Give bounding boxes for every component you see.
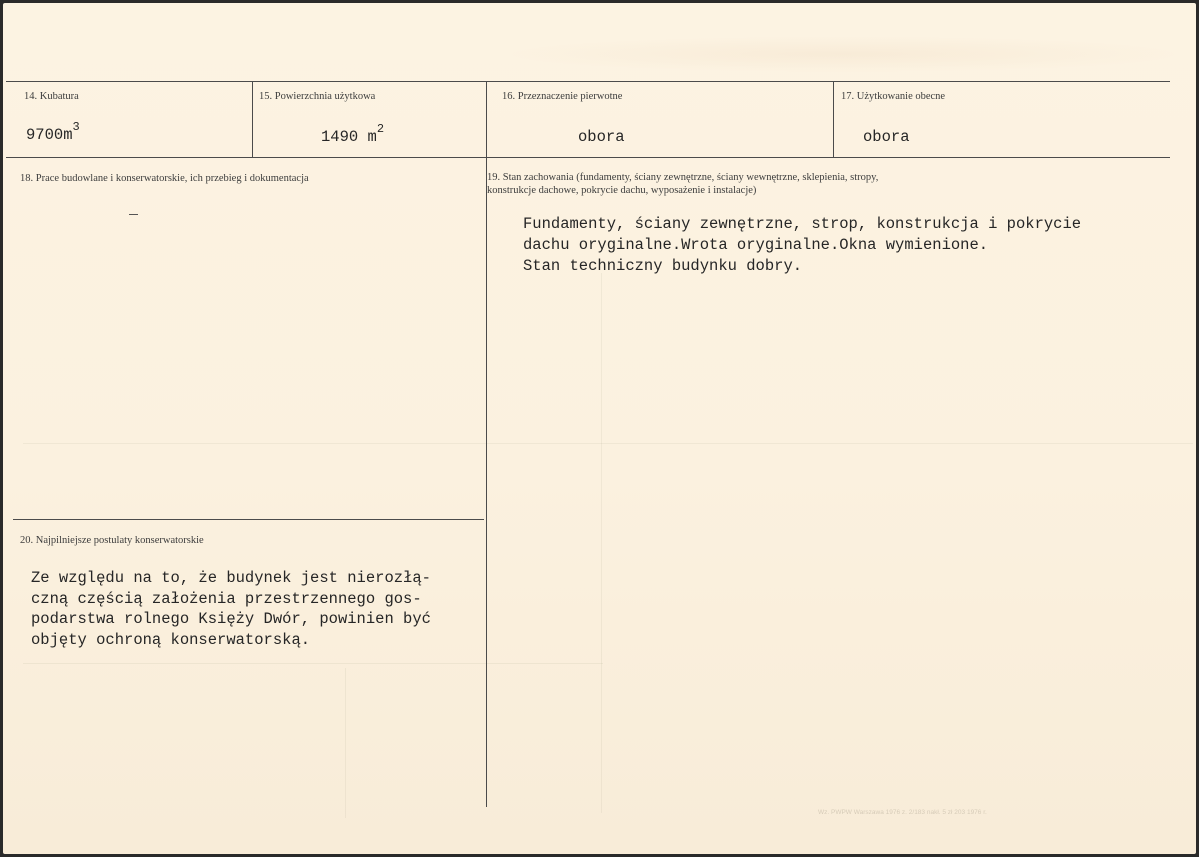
powierzchnia-exponent: 2 (376, 122, 385, 136)
rule-top (6, 81, 1170, 82)
faint-grid-line (23, 443, 1193, 444)
postulaty-line: podarstwa rolnego Księży Dwór, powinien być (31, 610, 431, 628)
divider-14-15 (252, 81, 253, 157)
stan-line: Stan techniczny budynku dobry. (523, 257, 803, 275)
field-17-value: obora (863, 128, 910, 146)
field-17-label: 17. Użytkowanie obecne (841, 91, 946, 102)
record-card (3, 3, 1196, 854)
field-19-label (487, 171, 878, 197)
stain (503, 36, 1183, 72)
divider-16-17 (833, 81, 834, 157)
field-14-label: 14. Kubatura (24, 91, 79, 102)
field-20-label: 20. Najpilniejsze postulaty konserwatorskie (20, 535, 204, 546)
postulaty-line: czną częścią założenia przestrzennego gos- (31, 589, 422, 608)
kubatura-number: 9700m (26, 126, 73, 144)
stan-line: Fundamenty, ściany zewnętrzne, strop, konstrukcja i pokrycie (523, 215, 1082, 233)
field-16-value: obora (578, 128, 625, 146)
faint-grid-line (601, 273, 602, 813)
powierzchnia-number: 1490 m (321, 128, 377, 146)
field-16-label: 16. Przeznaczenie pierwotne (502, 91, 623, 102)
rule-header-bottom (6, 157, 1170, 158)
faint-grid-line (345, 668, 346, 818)
field-19-label-line: konstrukcje dachowe, pokrycie dachu, wyposażenie i instalacje) (487, 185, 757, 196)
postulaty-line: objęty ochroną konserwatorską. (31, 630, 311, 649)
kubatura-exponent: 3 (72, 120, 80, 134)
field-20-value (31, 568, 431, 650)
field-19-label-line: 19. Stan zachowania (fundamenty, ściany zewnętrzne, ściany wewnętrzne, sklepienia, stropy, (487, 172, 879, 183)
field-15-value (321, 122, 385, 148)
field-14-value (26, 120, 80, 146)
postulaty-line: Ze względu na to, że budynek jest nierozłą- (31, 569, 431, 587)
field-19-value (523, 214, 1081, 277)
field-18-label: 18. Prace budowlane i konserwatorskie, ich przebieg i dokumentacja (20, 173, 309, 184)
print-imprint: Wz. PWPW Warszawa 1976 z. 2/183 nakł. 5 zł 203 1976 r. (818, 809, 987, 816)
rule-section-20-top (13, 519, 484, 520)
field-15-label: 15. Powierzchnia użytkowa (259, 91, 376, 102)
field-18-value (129, 214, 138, 215)
stan-line: dachu oryginalne.Wrota oryginalne.Okna wymienione. (523, 236, 989, 254)
faint-grid-line (23, 663, 603, 664)
